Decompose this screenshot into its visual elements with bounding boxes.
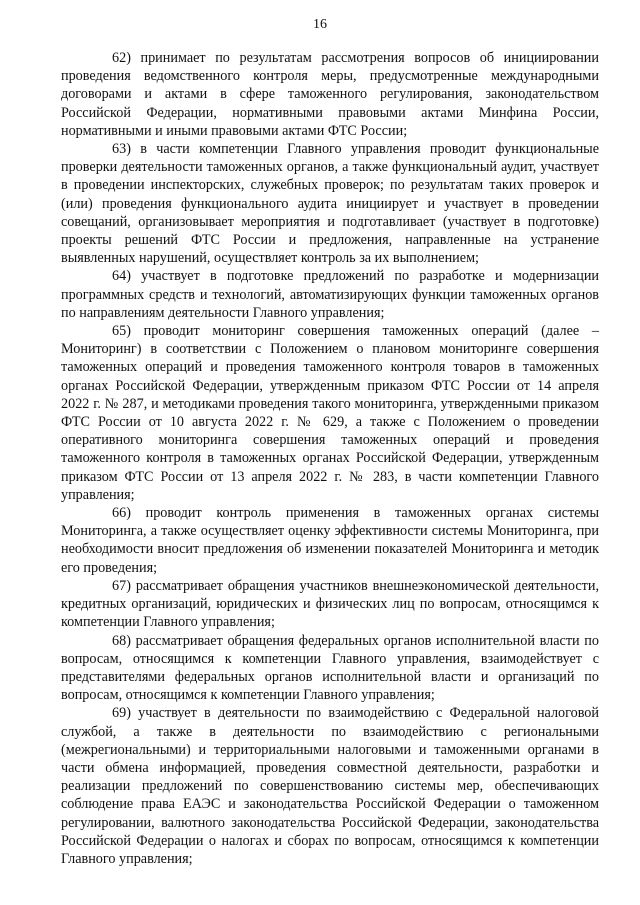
- paragraph-63: 63) в части компетенции Главного управления проводит функциональные проверки деятельности таможенных органов, а также функциональный аудит, участвует в проведении инспекторских, служебных проверок; по результатам таких проверок и (или) проведения функционального аудита инициирует и участвует в проведении совещаний, организовывает мероприятия и подготавливает (участвует в подготовке) проекты решений ФТС России и предложения, направленные на устранение выявленных нарушений, осуществляет контроль за их выполнением;: [61, 141, 599, 267]
- paragraph-67: 67) рассматривает обращения участников внешнеэкономической деятельности, кредитных организаций, юридических и физических лиц по вопросам, относящимся к компетенции Главного управления;: [61, 577, 599, 631]
- paragraph-65: 65) проводит мониторинг совершения таможенных операций (далее – Мониторинг) в соответствии с Положением о плановом мониторинге совершения таможенных операций и проведения таможенного контроля товаров в таможенных органах Российской Федерации, утвержденным приказом ФТС России от 14 апреля 2022 г. № 287, и методиками проведения такого мониторинга, утвержденными приказом ФТС России от 10 августа 2022 г. № 629, а также с Положением о проведении оперативного мониторинга совершения таможенных операций и проведения таможенного контроля в таможенных органах Российской Федерации, утвержденным приказом ФТС России от 13 апреля 2022 г. № 283, в части компетенции Главного управления;: [61, 323, 599, 503]
- document-body: [61, 49, 599, 868]
- paragraph-68: 68) рассматривает обращения федеральных органов исполнительной власти по вопросам, относящимся к компетенции Главного управления, взаимодействует с представителями федеральных органов исполнительной власти и организаций по вопросам, относящимся к компетенции Главного управления;: [61, 632, 599, 704]
- paragraph-62: 62) принимает по результатам рассмотрения вопросов об инициировании проведения ведомственного контроля меры, предусмотренные международными договорами и актами в сфере таможенного регулирования, законодательством Российской Федерации, нормативными правовыми актами Минфина России, нормативными и иными правовыми актами ФТС России;: [61, 50, 599, 139]
- page-number: 16: [313, 17, 327, 32]
- paragraph-64: 64) участвует в подготовке предложений по разработке и модернизации программных средств и технологий, автоматизирующих функции таможенных органов по направлениям деятельности Главного управления;: [61, 268, 599, 321]
- paragraph-69: 69) участвует в деятельности по взаимодействию с Федеральной налоговой службой, а также в деятельности по взаимодействию с региональными (межрегиональными) и территориальными налоговыми и таможенными органами в части обмена информацией, проведения совместной деятельности, разработки и реализации предложений по совершенствованию системы мер, обеспечивающих соблюдение права ЕАЭС и законодательства Российской Федерации о таможенном регулировании, валютного законодательства Российской Федерации, законодательства Российской Федерации о налогах и сборах по вопросам, относящимся к компетенции Главного управления;: [61, 705, 599, 867]
- paragraph-66: 66) проводит контроль применения в таможенных органах системы Мониторинга, а также осуществляет оценку эффективности системы Мониторинга, при необходимости вносит предложения об изменении показателей Мониторинга и методик его проведения;: [61, 505, 599, 576]
